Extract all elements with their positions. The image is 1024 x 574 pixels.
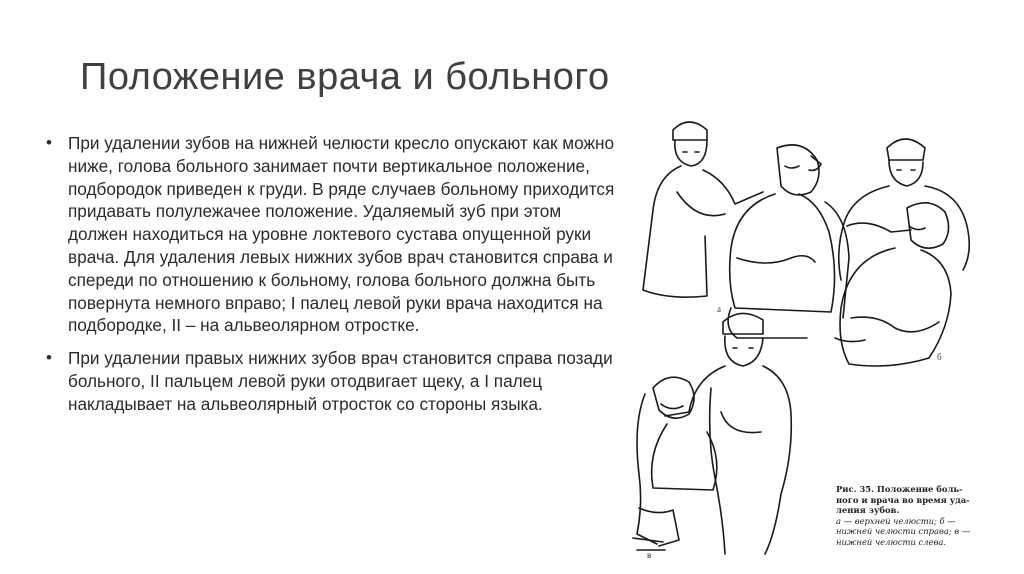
figure-panel-v bbox=[633, 313, 791, 560]
panel-label-b: б bbox=[937, 352, 942, 362]
caption-legend: а — верхней челюсти; б — нижней челюсти справа; в — нижней челюсти слева. bbox=[836, 515, 971, 547]
figure-panel-a bbox=[643, 122, 849, 338]
panel-label-v: в bbox=[647, 550, 652, 560]
bullet-item bbox=[46, 347, 616, 415]
bullet-dot: • bbox=[46, 133, 52, 152]
bullet-list bbox=[46, 132, 616, 426]
bullet-text: При удалении правых нижних зубов врач становится справа позади больного, II пальцем левой руки отодвигает щеку, а I палец накладывает на альвеолярный отросток со стороны языка. bbox=[68, 348, 613, 414]
bullet-text: При удалении зубов на нижней челюсти кресло опускают как можно ниже, голова больного занимает почти вертикальное положение, подбородок приведен к груди. В ряде случаев больному приходится придавать полулежачее положение. Удаляемый зуб при этом должен находиться на уровне локтевого сустава опущенной руки врача. Для удаления левых нижних зубов врач становится справа и спереди по отношению к больному, голова больного должна быть повернута немного вправо; I палец левой руки врача находится на подбородке, II – на альвеолярном отростке. bbox=[68, 133, 615, 336]
panel-label-a: а bbox=[717, 304, 721, 314]
figure-panel-b bbox=[835, 139, 969, 366]
bullet-item bbox=[46, 132, 616, 337]
slide-title: Положение врача и больного bbox=[80, 56, 610, 98]
bullet-dot: • bbox=[46, 348, 52, 368]
figure-caption bbox=[836, 484, 976, 548]
caption-title: Рис. 35. Положение боль-ного и врача во время уда-ления зубов. bbox=[836, 484, 970, 516]
